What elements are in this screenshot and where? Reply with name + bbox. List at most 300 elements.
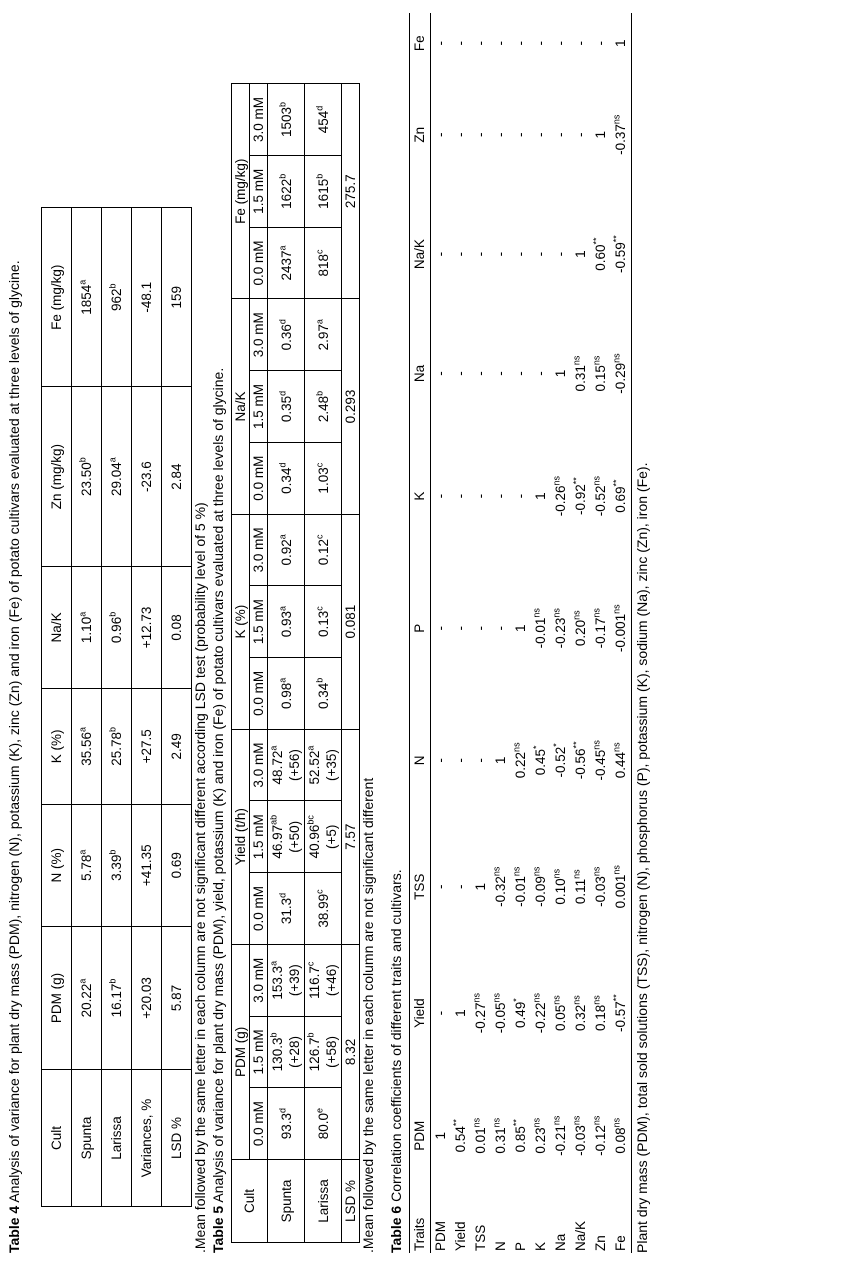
cell-value: 0.35 (278, 395, 294, 423)
table5-level-row (250, 84, 268, 1243)
cell-significance: ** (511, 1119, 522, 1127)
table-cell (551, 699, 571, 822)
table-cell (531, 73, 551, 196)
cell-value: LSD % (169, 1116, 184, 1160)
cell-significance: ** (611, 479, 622, 487)
cell-value: 1 (593, 130, 608, 139)
cell-significance: ns (531, 992, 542, 1003)
table-cell (268, 227, 305, 299)
table-cell (611, 73, 632, 196)
table-cell (591, 822, 611, 952)
cell-value: - (553, 251, 568, 257)
table-cell (571, 73, 591, 196)
cell-value: 126.7 (307, 1037, 322, 1072)
cell-significance: a (314, 319, 324, 325)
cell-value: +27.5 (139, 729, 154, 764)
cell-value: Na (553, 1233, 568, 1251)
table-cell (471, 699, 491, 822)
table5-level-header: 3.0 mM (250, 944, 268, 1016)
table5-level-header: 1.5 mM (250, 155, 268, 227)
table6-header-row (410, 13, 431, 1253)
table6-header-cell: P (410, 557, 431, 699)
table-cell (491, 1074, 511, 1197)
table-row (72, 208, 102, 1207)
cell-value: PDM (433, 1221, 448, 1251)
cell-value: -0.001 (613, 613, 628, 653)
cell-value: 0.13 (315, 610, 331, 637)
cell-significance: ns (611, 1117, 622, 1128)
table-cell (591, 435, 611, 558)
table-row (511, 13, 531, 1253)
table-cell (511, 1074, 531, 1197)
cell-value: -0.26 (553, 485, 568, 517)
table-cell (451, 1074, 471, 1197)
cell-value: - (513, 493, 528, 499)
table6-header-cell: N (410, 699, 431, 822)
cell-value: 2437 (278, 250, 294, 281)
table6-header-cell: PDM (410, 1074, 431, 1197)
table5-caption (210, 12, 227, 1253)
cell-significance: b (107, 611, 118, 617)
table-cell (551, 73, 571, 196)
cell-value: 29.04 (109, 462, 124, 496)
cell-value: - (433, 884, 448, 889)
cell-value: 40.96 (307, 824, 322, 859)
cell-value: 0.31 (573, 365, 588, 392)
table-cell (268, 729, 305, 801)
cell-value: Yield (453, 1221, 468, 1251)
cell-value: 35.56 (79, 731, 94, 766)
cell-value: - (473, 132, 488, 137)
table-cell (132, 387, 162, 566)
table5-lsd-value: 8.32 (342, 944, 360, 1159)
cell-value: 1 (613, 39, 628, 47)
table-cell (611, 822, 632, 952)
cell-value: 25.78 (109, 731, 124, 766)
cell-significance: * (551, 743, 562, 747)
cell-significance: ns (551, 995, 562, 1005)
table-cell (531, 312, 551, 435)
cell-value: N (493, 1241, 508, 1251)
cell-value: 93.3 (278, 1113, 294, 1140)
table-cell (72, 926, 102, 1069)
cell-value: - (573, 132, 588, 137)
cell-value: 0.36 (278, 324, 294, 351)
cell-value: 1 (513, 624, 528, 632)
table5-level-header: 1.5 mM (250, 586, 268, 658)
table-cell (268, 944, 305, 1016)
table-cell (162, 804, 192, 926)
cell-value: - (433, 758, 448, 763)
cell-value: -0.22 (533, 1002, 548, 1034)
cell-significance: c (314, 889, 324, 894)
table-cell (551, 1197, 571, 1253)
table-cell (611, 699, 632, 822)
cell-value: 2.49 (169, 733, 184, 760)
cell-value: - (533, 40, 548, 46)
cell-value: -0.23 (553, 617, 568, 649)
table-cell (471, 1197, 491, 1253)
table5-level-header: 3.0 mM (250, 84, 268, 156)
cell-significance: a (77, 611, 88, 617)
table-cell (591, 196, 611, 312)
table-cell (72, 566, 102, 688)
table-cell (471, 73, 491, 196)
cell-value: 31.3 (278, 897, 294, 925)
cell-significance: a (277, 534, 287, 540)
cell-significance: ns (611, 865, 622, 875)
table-row (591, 13, 611, 1253)
table-cell (591, 1074, 611, 1197)
cell-percent: (+35) (324, 749, 339, 781)
table-cell (591, 1197, 611, 1253)
cell-value: - (453, 758, 468, 763)
cell-value: -0.03 (573, 1125, 588, 1156)
table5-group-header: K (%) (232, 514, 250, 729)
table-row (491, 13, 511, 1253)
cell-value: -0.09 (533, 876, 548, 907)
cell-value: 116.7 (307, 966, 322, 999)
cell-value: -48.1 (139, 281, 154, 313)
table4-header-cell: K (%) (42, 689, 72, 804)
table-cell (268, 1016, 305, 1088)
cell-value: -0.32 (493, 876, 508, 907)
table-cell (571, 13, 591, 73)
table-cell (511, 822, 531, 952)
table5-level-header: 0.0 mM (250, 873, 268, 945)
cell-value: 0.22 (513, 751, 528, 779)
cell-significance: ns (571, 355, 582, 366)
table-cell (305, 944, 342, 1016)
cell-value: -0.45 (593, 749, 608, 781)
cell-significance: a (77, 978, 88, 984)
table-cell (611, 1074, 632, 1197)
cell-significance: ns (571, 995, 582, 1005)
cell-value: 0.98 (278, 682, 294, 709)
table-cell (511, 699, 531, 822)
cell-significance: ** (451, 1119, 462, 1127)
cell-value: Zn (593, 1235, 608, 1251)
cell-significance: ns (611, 114, 622, 125)
table5-cult-cell: Spunta (268, 1160, 305, 1243)
table-cell (471, 1074, 491, 1197)
table-cell (511, 196, 531, 312)
table-cell (431, 952, 452, 1075)
table-cell (268, 801, 305, 873)
cell-value: 46.97 (270, 824, 285, 859)
table4-header-cell: Fe (mg/kg) (42, 208, 72, 387)
table-cell (431, 1074, 452, 1197)
table-cell (305, 729, 342, 801)
cell-value: 5.78 (79, 854, 94, 881)
cell-value: - (473, 251, 488, 257)
table-cell (511, 73, 531, 196)
table-cell (268, 586, 305, 658)
cell-value: 0.60 (593, 244, 608, 271)
cell-value: -0.05 (493, 1002, 508, 1034)
cell-significance: a (77, 279, 88, 285)
cell-value: 80.0 (315, 1113, 331, 1140)
cell-value: -0.92 (573, 484, 588, 516)
cell-significance: a (77, 726, 88, 732)
cell-value: 818 (315, 254, 331, 277)
table-cell (102, 387, 132, 566)
table-cell (471, 952, 491, 1075)
table-cell (511, 557, 531, 699)
table-cell (451, 952, 471, 1075)
cell-significance: a (277, 245, 287, 251)
table5-body (268, 84, 360, 1243)
table-cell (451, 73, 471, 196)
table5-level-header: 0.0 mM (250, 1088, 268, 1160)
cell-value: 1 (573, 250, 588, 258)
cell-significance: b (107, 283, 118, 289)
cell-significance: ns (471, 1117, 482, 1128)
cell-value: 153.3 (270, 965, 285, 1000)
table6-header-cell: Na/K (410, 196, 431, 312)
table-cell (611, 13, 632, 73)
table-row (431, 13, 452, 1253)
table-cell (591, 13, 611, 73)
table-cell (162, 387, 192, 566)
table-cell (162, 208, 192, 387)
cell-significance: b (268, 1032, 279, 1038)
cell-significance: ns (531, 1117, 542, 1128)
table-cell (102, 1070, 132, 1207)
cell-value: -0.56 (573, 748, 588, 780)
table6-header-cell: Fe (410, 13, 431, 73)
cell-value: 0.85 (513, 1126, 528, 1153)
cell-significance: ns (591, 995, 602, 1005)
table-cell (305, 299, 342, 371)
table-cell (268, 299, 305, 371)
cell-significance: ns (551, 608, 562, 618)
table-cell (305, 1088, 342, 1160)
cell-significance: ** (611, 235, 622, 243)
cell-significance: ns (551, 868, 562, 879)
table-cell (531, 196, 551, 312)
table-row (471, 13, 491, 1253)
cell-value: - (433, 251, 448, 257)
cell-significance: b (77, 457, 88, 463)
cell-value: - (453, 251, 468, 257)
table-cell (305, 155, 342, 227)
cell-significance: d (314, 105, 324, 111)
table-cell (531, 1074, 551, 1197)
cell-value: 0.92 (278, 539, 294, 566)
cell-value: -0.52 (593, 485, 608, 517)
table-cell (451, 196, 471, 312)
table-cell (431, 699, 452, 822)
table-cell (531, 822, 551, 952)
table6-header-cell: TSS (410, 822, 431, 952)
cell-value: - (553, 132, 568, 137)
table5-level-header: 3.0 mM (250, 299, 268, 371)
table6-caption-text: Correlation coefficients of different traits and cultivars. (388, 869, 404, 1206)
table-cell (611, 952, 632, 1075)
cell-value: 0.34 (315, 682, 331, 709)
cell-significance: ** (591, 237, 602, 245)
cell-value: 1 (453, 1009, 468, 1017)
table-cell (471, 435, 491, 558)
cell-significance: b (314, 677, 324, 683)
cell-significance: d (277, 1108, 287, 1114)
cell-significance: ns (611, 742, 622, 752)
table-cell (102, 804, 132, 926)
table-cell (451, 13, 471, 73)
table-cell (571, 822, 591, 952)
table5-cult-header: Cult (232, 1160, 268, 1243)
cell-value: -0.59 (613, 242, 628, 274)
cell-value: - (533, 251, 548, 257)
table-cell (431, 312, 452, 435)
table-cell (551, 312, 571, 435)
cell-value: 2.48 (315, 395, 331, 423)
cell-value: -0.29 (613, 362, 628, 394)
cell-significance: c (314, 606, 324, 611)
table-cell (531, 1197, 551, 1253)
table-cell (571, 952, 591, 1075)
cell-significance: a (305, 745, 316, 751)
table-cell (571, 1197, 591, 1253)
cell-value: - (433, 625, 448, 631)
cell-value: 16.17 (109, 983, 124, 1018)
table-cell (451, 699, 471, 822)
cell-value: 0.10 (553, 878, 568, 905)
table5-lsd-label: LSD % (342, 1160, 360, 1243)
cell-significance: ns (531, 608, 542, 618)
cell-value: 0.69 (613, 486, 628, 513)
cell-significance: ns (591, 355, 602, 366)
table-cell (511, 312, 531, 435)
cell-value: 3.39 (109, 854, 124, 881)
table-cell (268, 155, 305, 227)
cell-significance: a (77, 849, 88, 855)
cell-value: 0.49 (513, 1001, 528, 1029)
table-cell (305, 84, 342, 156)
cell-value: 0.05 (553, 1004, 568, 1032)
cell-value: 0.001 (613, 874, 628, 909)
table-row (451, 13, 471, 1253)
table4-header-cell: Zn (mg/kg) (42, 387, 72, 566)
table-cell (551, 13, 571, 73)
table4 (41, 207, 192, 1207)
cell-value: - (493, 625, 508, 631)
cell-value: 0.23 (533, 1127, 548, 1154)
cell-significance: a (268, 745, 279, 751)
table-cell (491, 822, 511, 952)
cell-value: 962 (109, 288, 124, 311)
table-cell (471, 196, 491, 312)
table5-group-header: Fe (mg/kg) (232, 84, 250, 299)
table-cell (431, 1197, 452, 1253)
table-cell (591, 312, 611, 435)
cell-value: +20.03 (139, 977, 154, 1019)
table4-caption (6, 12, 23, 1253)
cell-value: - (513, 251, 528, 257)
table5-level-header: 0.0 mM (250, 227, 268, 299)
table-cell (268, 442, 305, 514)
cell-value: 0.44 (613, 751, 628, 779)
cell-value: 0.08 (613, 1127, 628, 1154)
cell-value: - (493, 251, 508, 257)
cell-percent: (+46) (324, 964, 339, 997)
cell-value: - (473, 625, 488, 631)
cell-value: -0.12 (593, 1125, 608, 1156)
table6-caption (388, 12, 405, 1253)
cell-value: -0.52 (553, 746, 568, 778)
table-cell (431, 13, 452, 73)
cell-significance: ** (571, 741, 582, 749)
cell-significance: ns (491, 992, 502, 1003)
table-cell (132, 804, 162, 926)
table6-footnote: Plant dry mass (PDM), total sold solutions (TSS), nitrogen (N), phosphorus (P), potassium (K), sodium (Na), zinc (Zn), iron (Fe). (634, 462, 650, 1253)
table-cell (268, 514, 305, 586)
cell-value: 0.01 (473, 1127, 488, 1154)
table5-lsd-value: 0.293 (342, 299, 360, 514)
cell-value: Larissa (109, 1116, 124, 1160)
cell-value: 38.99 (315, 893, 331, 928)
cell-value: - (493, 493, 508, 499)
table-cell (511, 952, 531, 1075)
table-cell (451, 435, 471, 558)
table6-header-cell: Na (410, 312, 431, 435)
cell-value: 0.69 (169, 852, 184, 879)
cell-value: 1 (493, 756, 508, 765)
table5-lsd-row (342, 84, 360, 1243)
table-cell (102, 566, 132, 688)
table-cell (551, 1074, 571, 1197)
table-cell (305, 1016, 342, 1088)
cell-value: TSS (473, 1224, 488, 1251)
table-cell (305, 657, 342, 729)
table6-header-cell: K (410, 435, 431, 558)
cell-significance: ns (591, 740, 602, 750)
cell-significance: a (268, 960, 279, 966)
cell-significance: d (277, 892, 287, 898)
cell-value: 1 (533, 492, 548, 500)
cell-value: - (453, 493, 468, 499)
cell-value: - (513, 40, 528, 46)
table5-caption-text: Analysis of variance for plant dry mass (PDM), yield, potassium (K) and iron (Fe) of potato cultivars evaluated at three levels of glycine. (210, 367, 226, 1206)
table-row (102, 208, 132, 1207)
cell-value: - (493, 132, 508, 137)
cell-value: 1 (473, 882, 488, 891)
cell-value: 1622 (278, 178, 294, 209)
cell-value: Spunta (79, 1116, 94, 1160)
table-cell (491, 13, 511, 73)
cell-significance: e (314, 1108, 324, 1114)
table-cell (511, 1197, 531, 1253)
table-cell (305, 227, 342, 299)
cell-value: 0.32 (573, 1004, 588, 1032)
cell-significance: ns (591, 866, 602, 877)
cell-significance: ns (611, 604, 622, 614)
cell-value: - (473, 758, 488, 763)
table-cell (132, 208, 162, 387)
cell-value: -0.17 (593, 617, 608, 649)
cell-value: 2.97 (315, 324, 331, 351)
table-cell (72, 208, 102, 387)
cell-significance: ns (611, 353, 622, 363)
cell-significance: ns (571, 610, 582, 620)
table-row (268, 84, 305, 1243)
cell-value: 0.11 (573, 878, 588, 905)
table4-header-cell: Cult (42, 1070, 72, 1207)
cell-significance: b (305, 1032, 316, 1038)
table6-body (431, 13, 632, 1253)
table-cell (571, 1074, 591, 1197)
